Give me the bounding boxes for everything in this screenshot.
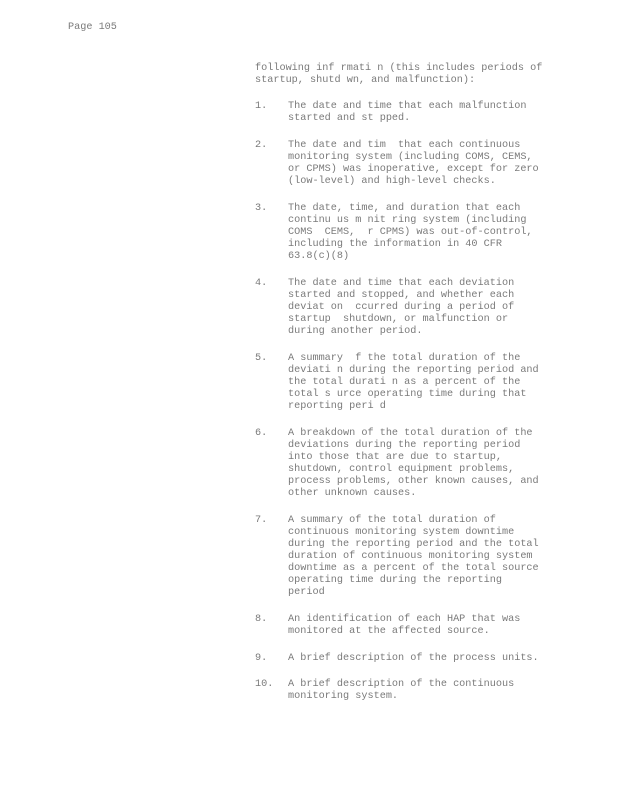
list-item-line: monitored at the affected source. — [288, 626, 490, 637]
list-item-line: reporting peri d — [288, 401, 386, 412]
list-item-line: during another period. — [288, 326, 423, 337]
list-item-line: during the reporting period and the total — [288, 539, 539, 550]
list-item — [255, 353, 555, 413]
intro-paragraph — [255, 63, 555, 87]
list-item — [255, 203, 555, 263]
list-item-line: started and st pped. — [288, 113, 411, 124]
list-item — [255, 653, 555, 665]
list-item-line: operating time during the reporting — [288, 575, 502, 586]
list-item-line: shutdown, control equipment problems, — [288, 464, 515, 475]
list-item-line: An identification of each HAP that was — [288, 614, 521, 625]
list-item-line: A summary f the total duration of the — [288, 353, 521, 364]
list-item-line: continuous monitoring system downtime — [288, 527, 515, 538]
numbered-list — [255, 101, 555, 703]
list-item-line: 63.8(c)(8) — [288, 251, 350, 262]
list-item-line: The date, time, and duration that each — [288, 203, 521, 214]
list-item-line: A brief description of the continuous — [288, 679, 515, 690]
list-item-text — [288, 428, 555, 500]
list-item-text — [288, 515, 555, 599]
list-item-number: 9. — [255, 653, 268, 664]
intro-line: startup, shutd wn, and malfunction): — [255, 75, 476, 86]
list-item — [255, 679, 555, 703]
list-item — [255, 428, 555, 500]
document-body — [255, 63, 555, 703]
list-item-line: The date and time that each malfunction — [288, 101, 527, 112]
list-item-line: monitoring system (including COMS, CEMS, — [288, 152, 533, 163]
list-item-text — [288, 140, 555, 188]
list-item-line: started and stopped, and whether each — [288, 290, 515, 301]
list-item-line: including the information in 40 CFR — [288, 239, 502, 250]
list-item — [255, 278, 555, 338]
list-item-line: deviations during the reporting period — [288, 440, 521, 451]
list-item-line: deviati n during the reporting period and — [288, 365, 539, 376]
page-number: Page 105 — [68, 22, 117, 33]
list-item — [255, 614, 555, 638]
list-item — [255, 101, 555, 125]
list-item-line: A brief description of the process units. — [288, 653, 539, 664]
list-item-number: 8. — [255, 614, 268, 625]
list-item-line: the total durati n as a percent of the — [288, 377, 521, 388]
list-item-text — [288, 101, 555, 125]
list-item-number: 1. — [255, 101, 268, 112]
list-item-text — [288, 353, 555, 413]
list-item-line: COMS CEMS, r CPMS) was out-of-control, — [288, 227, 533, 238]
list-item — [255, 515, 555, 599]
list-item — [255, 140, 555, 188]
list-item-line: The date and tim that each continuous — [288, 140, 521, 151]
list-item-number: 7. — [255, 515, 268, 526]
list-item-line: total s urce operating time during that — [288, 389, 527, 400]
list-item-text — [288, 278, 555, 338]
list-item-number: 6. — [255, 428, 268, 439]
list-item-line: A breakdown of the total duration of the — [288, 428, 533, 439]
list-item-line: monitoring system. — [288, 691, 399, 702]
list-item-line: other unknown causes. — [288, 488, 417, 499]
list-item-number: 2. — [255, 140, 268, 151]
list-item-line: downtime as a percent of the total source — [288, 563, 539, 574]
list-item-line: startup shutdown, or malfunction or — [288, 314, 509, 325]
list-item-number: 4. — [255, 278, 268, 289]
list-item-line: duration of continuous monitoring system — [288, 551, 533, 562]
list-item-text — [288, 653, 555, 665]
list-item-text — [288, 203, 555, 263]
list-item-line: or CPMS) was inoperative, except for zero — [288, 164, 539, 175]
list-item-line: deviat on ccurred during a period of — [288, 302, 515, 313]
list-item-number: 10. — [255, 679, 274, 690]
list-item-number: 3. — [255, 203, 268, 214]
list-item-number: 5. — [255, 353, 268, 364]
list-item-text — [288, 614, 555, 638]
list-item-line: The date and time that each deviation — [288, 278, 515, 289]
list-item-line: continu us m nit ring system (including — [288, 215, 527, 226]
list-item-text — [288, 679, 555, 703]
list-item-line: period — [288, 587, 325, 598]
list-item-line: A summary of the total duration of — [288, 515, 496, 526]
intro-line: following inf rmati n (this includes periods of — [255, 63, 543, 74]
list-item-line: (low-level) and high-level checks. — [288, 176, 496, 187]
list-item-line: process problems, other known causes, and — [288, 476, 539, 487]
list-item-line: into those that are due to startup, — [288, 452, 502, 463]
